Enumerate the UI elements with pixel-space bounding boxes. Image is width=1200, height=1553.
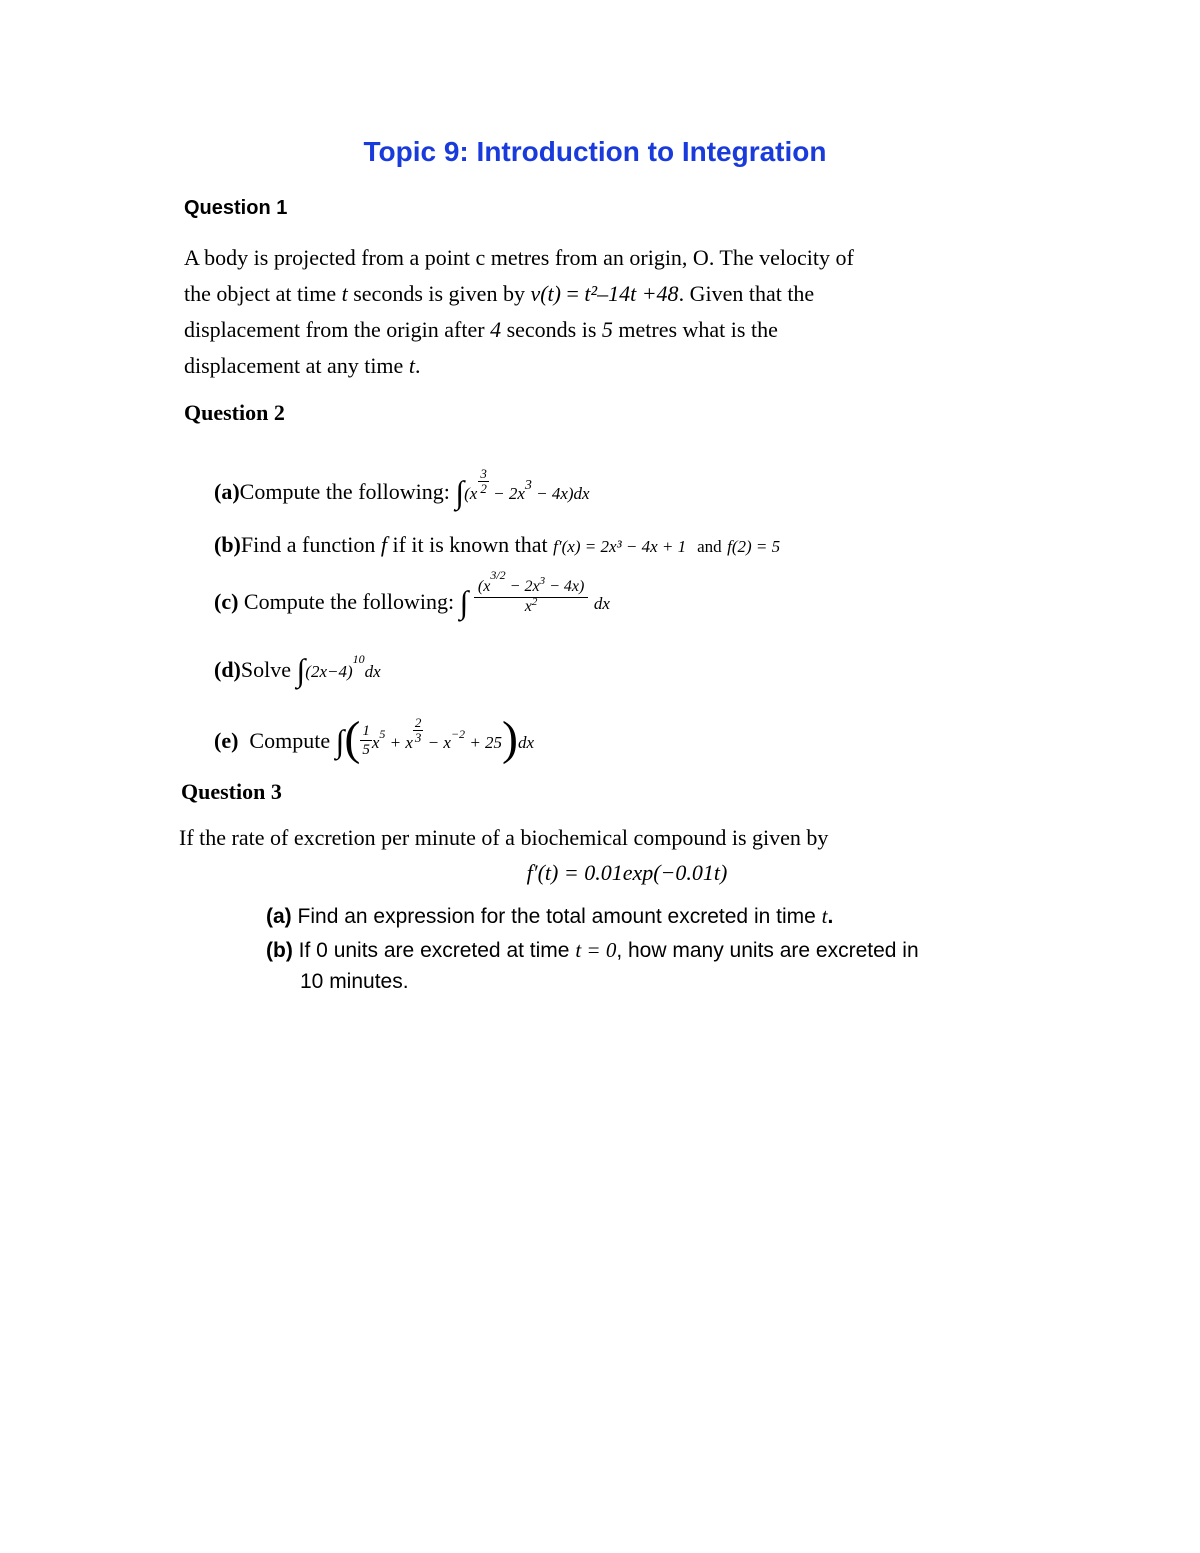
page-title: Topic 9: Introduction to Integration [363, 136, 827, 167]
q2-part-b: (b)Find a function f if it is known that f′(x) = 2x³ − 4x + 1 and f(2) = 5 [214, 532, 781, 557]
q3-part-b-cont: 10 minutes. [300, 970, 409, 993]
integral-sign: ∫ [335, 723, 345, 759]
q2-part-d: (d)Solve $\int(2x-4)^{10}dx$ [214, 652, 381, 688]
q2-e-label: (e) [214, 728, 239, 753]
question-2-heading: Question 2 [184, 400, 285, 425]
q2-d-label: (d) [214, 657, 241, 682]
q2-part-c: (c) Compute the following: ∫ $\frac{(x^{3/2} - 2x^3 - 4x)}{x^2}$ dx [214, 568, 610, 620]
question-1-heading: Question 1 [184, 197, 288, 219]
q1-line-2: the object at time t seconds is given by v(t) = t²–14t +48. Given that the [184, 281, 815, 306]
q1-line-1: A body is projected from a point c metres from an origin, O. The velocity of [184, 245, 854, 270]
q3-part-a: (a) Find an expression for the total amount excreted in time t. [266, 904, 834, 928]
q2-b-label: (b) [214, 532, 241, 557]
q2-c-fraction: $\frac{(x^{3/2} - 2x^3 - 4x)}{x^2}$ [474, 578, 588, 617]
q2-c-label: (c) [214, 589, 239, 614]
question-1-body [184, 240, 1007, 384]
q2-a-text: Compute the following: [239, 479, 450, 504]
q1-line-4: displacement at any time t. [184, 353, 421, 378]
integral-sign: ∫ [296, 652, 306, 688]
integral-sign: ∫ [455, 474, 465, 510]
q3-intro: If the rate of excretion per minute of a biochemical compound is given by [179, 825, 829, 850]
integral-sign: ∫ [459, 584, 469, 620]
question-3-heading: Question 3 [181, 779, 282, 804]
q1-line-3: displacement from the origin after 4 seconds is 5 metres what is the [184, 317, 778, 342]
q2-part-a: (a)Compute the following: ∫(x $\frac{3}{2}$ − $2x^3 - 4x)dx$ [214, 465, 590, 510]
q3-formula: f′(t) = 0.01exp(−0.01t) [526, 860, 728, 885]
q2-part-e: (e) Compute ∫( $\frac{1}{5}$ $x^5 + x$ $\frac{2}{3}$ − $x^{-2} + 25)dx$ [214, 712, 535, 765]
q3-part-b: (b) If 0 units are excreted at time t = 0, how many units are excreted in [266, 938, 919, 962]
q2-a-label: (a) [214, 479, 240, 504]
